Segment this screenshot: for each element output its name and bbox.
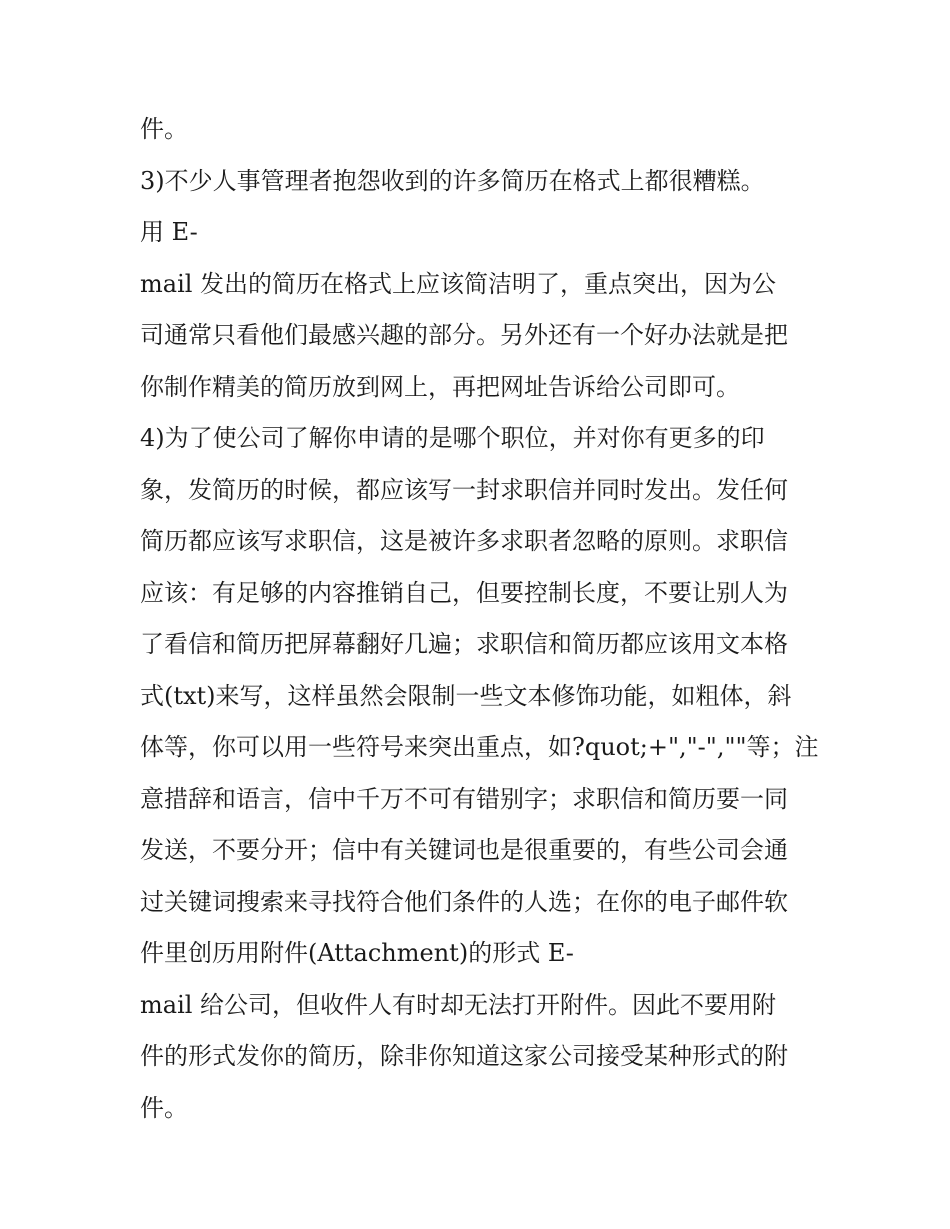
- text-line-1: 件。: [140, 115, 188, 143]
- text-line-12: 式(txt)来写，这样虽然会限制一些文本修饰功能，如粗体，斜: [140, 681, 792, 710]
- text-line-2: 3)不少人事管理者抱怨收到的许多简历在格式上都很糟糕。: [140, 166, 765, 195]
- text-line-11: 了看信和简历把屏幕翻好几遍；求职信和简历都应该用文本格: [140, 630, 788, 658]
- text-line-3: 用 E-: [140, 218, 198, 246]
- text-line-16: 过关键词搜索来寻找符合他们条件的人选；在你的电子邮件软: [140, 887, 788, 916]
- text-line-10: 应该：有足够的内容推销自己，但要控制长度，不要让别人为: [140, 578, 788, 607]
- document-body: [140, 104, 820, 1134]
- text-line-13: 体等，你可以用一些符号来突出重点，如?quot;+","-",""等；注: [140, 733, 819, 761]
- text-line-9: 简历都应该写求职信，这是被许多求职者忽略的原则。求职信: [140, 527, 788, 555]
- text-line-19: 件的形式发你的简历，除非你知道这家公司接受某种形式的附: [140, 1042, 788, 1070]
- text-line-4: mail 发出的简历在格式上应该简洁明了，重点突出，因为公: [140, 269, 777, 298]
- text-line-5: 司通常只看他们最感兴趣的部分。另外还有一个好办法就是把: [140, 321, 788, 349]
- text-line-8: 象，发简历的时候，都应该写一封求职信并同时发出。发任何: [140, 475, 788, 504]
- text-line-14: 意措辞和语言，信中千万不可有错别字；求职信和简历要一同: [140, 784, 788, 813]
- text-line-18: mail 给公司，但收件人有时却无法打开附件。因此不要用附: [140, 990, 777, 1019]
- text-line-20: 件。: [140, 1093, 188, 1122]
- text-line-7: 4)为了使公司了解你申请的是哪个职位，并对你有更多的印: [140, 424, 765, 452]
- text-line-17: 件里创历用附件(Attachment)的形式 E-: [140, 939, 574, 967]
- text-line-15: 发送，不要分开；信中有关键词也是很重要的，有些公司会通: [140, 836, 788, 864]
- text-line-6: 你制作精美的简历放到网上，再把网址告诉给公司即可。: [140, 372, 740, 401]
